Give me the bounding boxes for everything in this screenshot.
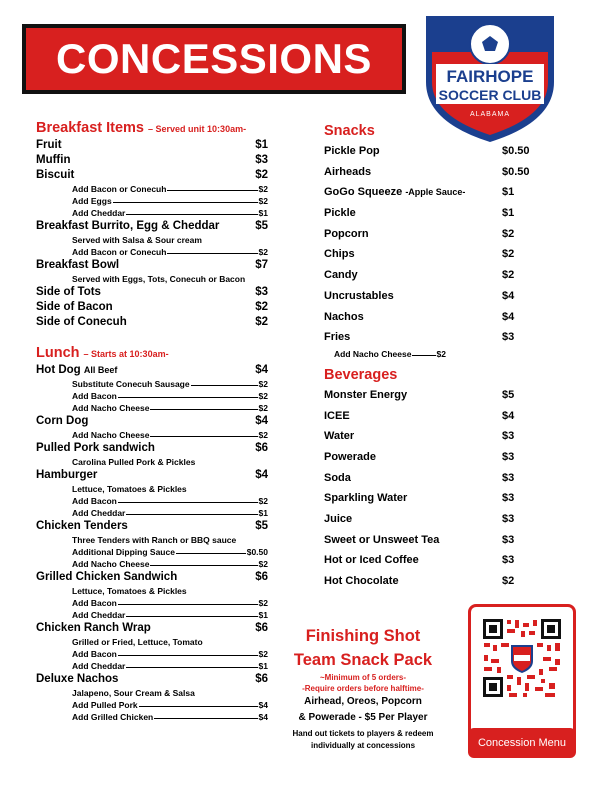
item-name: Pulled Pork sandwich xyxy=(36,442,155,454)
add-on-add-bacon xyxy=(72,390,268,402)
menu-item-corn-dog xyxy=(36,414,268,429)
item-price: $3 xyxy=(502,450,515,463)
item-name: Fries xyxy=(324,331,351,344)
add-on-add-nacho-cheese xyxy=(72,558,268,570)
item-price: $6 xyxy=(255,442,268,454)
add-on-add-pulled-pork xyxy=(72,699,268,711)
item-price: $2 xyxy=(255,316,268,328)
item-label xyxy=(36,219,219,234)
add-on-add-bacon xyxy=(72,648,268,660)
add-on-label: Add Eggs xyxy=(72,196,112,206)
item-price: $3 xyxy=(502,331,515,344)
add-on-add-cheddar xyxy=(72,609,268,621)
menu-item-monster-energy xyxy=(324,385,546,406)
menu-item-chips xyxy=(324,244,546,265)
add-on-price: $4 xyxy=(258,700,268,710)
item-name: Side of Bacon xyxy=(36,301,113,313)
item-name: Grilled Chicken Sandwich xyxy=(36,571,178,583)
add-on-substitute-conecuh-sausage xyxy=(72,378,268,390)
item-name: Sweet or Unsweet Tea xyxy=(324,533,440,546)
item-name: Side of Tots xyxy=(36,286,101,298)
item-name: Muffin xyxy=(36,154,71,166)
crest-state: ALABAMA xyxy=(469,111,511,118)
menu-item-gogo-squeeze xyxy=(324,182,546,203)
item-description: Carolina Pulled Pork & Pickles xyxy=(72,457,196,467)
crest-line1: FAIRHOPE xyxy=(446,67,534,86)
add-on-add-cheddar xyxy=(72,507,268,519)
menu-item-airheads xyxy=(324,162,546,183)
item-label xyxy=(36,414,88,429)
menu-item-side-of-bacon xyxy=(36,300,268,315)
item-name: Soda xyxy=(324,471,351,484)
menu-item-hamburger xyxy=(36,468,268,483)
item-name: Chicken Ranch Wrap xyxy=(36,622,151,634)
add-on-label: Add Cheddar xyxy=(72,508,126,518)
item-price: $3 xyxy=(255,154,268,166)
item-name: Pickle xyxy=(324,207,356,220)
add-on-add-bacon xyxy=(72,597,268,609)
add-on-price: $2 xyxy=(258,403,268,413)
item-price: $3 xyxy=(255,286,268,298)
item-name: Deluxe Nachos xyxy=(36,673,119,685)
qr-code-icon[interactable] xyxy=(481,617,563,699)
item-name: Uncrustables xyxy=(324,289,394,302)
item-suffix: -Apple Sauce- xyxy=(405,187,466,198)
item-name: Monster Energy xyxy=(324,388,408,401)
concession-menu-button[interactable]: Concession Menu xyxy=(468,728,576,758)
add-on-add-eggs xyxy=(72,195,268,207)
add-on-add-cheddar xyxy=(72,207,268,219)
item-label xyxy=(324,488,407,509)
menu-item-fries xyxy=(324,327,546,348)
item-name: Popcorn xyxy=(324,227,369,240)
lunch-list xyxy=(36,363,268,723)
item-description: Served with Salsa & Sour cream xyxy=(72,235,202,245)
beverages-heading: Beverages xyxy=(324,366,398,383)
item-name: Hamburger xyxy=(36,469,98,481)
breakfast-title: Breakfast Items xyxy=(36,120,144,136)
item-label xyxy=(36,441,155,456)
team-snack-pack-promo xyxy=(268,624,458,752)
add-on-label: Add Cheddar xyxy=(72,208,126,218)
menu-item-chicken-tenders xyxy=(36,519,268,534)
item-label xyxy=(36,468,97,483)
item-description: Served with Eggs, Tots, Conecuh or Bacon xyxy=(72,274,246,284)
promo-fine-1: Hand out tickets to players & redeem xyxy=(292,729,434,738)
menu-item-pickle xyxy=(324,203,546,224)
promo-requirement-1: ~Minimum of 5 orders- xyxy=(319,673,406,682)
menu-item-hot-or-iced-coffee xyxy=(324,550,546,571)
add-on-price: $2 xyxy=(258,379,268,389)
item-price: $1 xyxy=(502,207,515,220)
item-name: Nachos xyxy=(324,310,364,323)
item-name: Candy xyxy=(324,269,358,282)
menu-item-nachos xyxy=(324,307,546,328)
item-label xyxy=(36,153,70,168)
promo-line-2: & Powerade - $5 Per Player xyxy=(298,712,428,723)
add-on-price: $2 xyxy=(258,649,268,659)
item-price: $0.50 xyxy=(502,145,530,157)
item-price: $2 xyxy=(255,301,268,313)
leader-line xyxy=(176,546,246,554)
promo-title-1: Finishing Shot xyxy=(305,627,421,645)
add-on-price: $1 xyxy=(258,661,268,671)
item-label xyxy=(324,182,465,203)
leader-line xyxy=(118,495,258,503)
item-price: $3 xyxy=(502,430,515,443)
item-label xyxy=(324,224,369,245)
item-label xyxy=(324,286,394,307)
item-name: GoGo Squeeze xyxy=(324,186,403,199)
add-on-price: $2 xyxy=(258,559,268,569)
item-price: $2 xyxy=(255,169,268,181)
item-name: Corn Dog xyxy=(36,415,89,427)
item-label xyxy=(324,327,350,348)
menu-item-breakfast-burrito-egg-cheddar xyxy=(36,219,268,234)
item-label xyxy=(324,509,352,530)
item-label xyxy=(324,468,351,489)
add-on-add-nacho-cheese xyxy=(72,402,268,414)
item-price: $5 xyxy=(255,220,268,232)
item-price: $7 xyxy=(255,259,268,271)
qr-card[interactable] xyxy=(468,604,576,758)
promo-fine-2: individually at concessions xyxy=(310,741,416,750)
item-price: $6 xyxy=(255,673,268,685)
item-label xyxy=(36,258,119,273)
item-label xyxy=(324,406,350,427)
menu-item-grilled-chicken-sandwich xyxy=(36,570,268,585)
leader-line xyxy=(191,378,258,386)
menu-item-chicken-ranch-wrap xyxy=(36,621,268,636)
item-label xyxy=(324,550,419,571)
menu-item-powerade xyxy=(324,447,546,468)
menu-item-hot-dog xyxy=(36,363,268,378)
lunch-note: – Starts at 10:30am- xyxy=(83,349,169,359)
item-label xyxy=(324,530,439,551)
add-on-price: $1 xyxy=(258,610,268,620)
item-suffix: All Beef xyxy=(83,365,118,375)
right-column xyxy=(324,122,546,592)
item-label xyxy=(324,203,356,224)
item-name: Fruit xyxy=(36,139,62,151)
item-price: $2 xyxy=(502,248,515,261)
item-name: Water xyxy=(324,430,355,443)
add-on-price: $2 xyxy=(258,184,268,194)
item-price: $3 xyxy=(502,533,515,546)
item-label xyxy=(324,426,354,447)
item-label xyxy=(36,285,101,300)
add-on-price: $2 xyxy=(258,598,268,608)
menu-item-popcorn xyxy=(324,224,546,245)
leader-line xyxy=(167,246,257,254)
menu-item-sparkling-water xyxy=(324,488,546,509)
item-label xyxy=(36,519,128,534)
menu-item-uncrustables xyxy=(324,286,546,307)
item-label xyxy=(36,621,151,636)
add-on-price: $2 xyxy=(258,196,268,206)
lunch-heading xyxy=(36,344,268,363)
item-label xyxy=(324,265,358,286)
menu-item-breakfast-bowl xyxy=(36,258,268,273)
add-on-label: Add Cheddar xyxy=(72,610,126,620)
add-on-price: $2 xyxy=(258,247,268,257)
menu-item-icee xyxy=(324,406,546,427)
add-on-label: Add Nacho Cheese xyxy=(72,430,150,440)
item-price: $2 xyxy=(502,575,515,588)
leader-line xyxy=(412,348,435,356)
add-on-label: Add Bacon xyxy=(72,496,117,506)
add-on-label: Add Grilled Chicken xyxy=(72,712,154,722)
item-label xyxy=(36,315,127,330)
leader-line xyxy=(126,207,257,215)
leader-line xyxy=(126,609,257,617)
leader-line xyxy=(118,597,258,605)
item-name: Biscuit xyxy=(36,169,75,181)
breakfast-list xyxy=(36,138,268,330)
add-on-label: Add Bacon xyxy=(72,649,117,659)
item-name: Side of Conecuh xyxy=(36,316,127,328)
lunch-title: Lunch xyxy=(36,345,80,361)
add-on-label: Add Cheddar xyxy=(72,661,126,671)
add-on-additional-dipping-sauce xyxy=(72,546,268,558)
item-label xyxy=(36,363,117,378)
leader-line xyxy=(150,558,257,566)
menu-item-side-of-conecuh xyxy=(36,315,268,330)
menu-item-muffin xyxy=(36,153,268,168)
promo-requirement-2: -Require orders before halftime- xyxy=(302,684,424,693)
item-label xyxy=(36,300,113,315)
menu-item-pulled-pork-sandwich xyxy=(36,441,268,456)
item-price: $5 xyxy=(502,388,515,401)
item-label xyxy=(36,168,74,183)
item-label xyxy=(324,307,364,328)
leader-line xyxy=(126,507,257,515)
item-name: Juice xyxy=(324,513,353,525)
item-label xyxy=(324,447,376,468)
add-on-label: Additional Dipping Sauce xyxy=(72,547,175,557)
add-on-label: Add Pulled Pork xyxy=(72,700,138,710)
item-name: Breakfast Bowl xyxy=(36,259,120,271)
item-price: $3 xyxy=(502,471,515,484)
add-on-price: $4 xyxy=(258,712,268,722)
add-on-label: Add Nacho Cheese xyxy=(72,403,150,413)
leader-line xyxy=(118,390,258,398)
item-label xyxy=(36,138,62,153)
add-on-add-nacho-cheese xyxy=(72,429,268,441)
item-name: Chicken Tenders xyxy=(36,520,128,532)
item-price: $3 xyxy=(502,513,515,525)
item-description: Jalapeno, Sour Cream & Salsa xyxy=(72,688,195,698)
add-on-add-bacon xyxy=(72,495,268,507)
add-on-price: $2 xyxy=(258,430,268,440)
item-name: Powerade xyxy=(324,450,376,463)
item-name: Chips xyxy=(324,248,355,261)
beverages-list xyxy=(324,385,546,592)
item-description: Grilled or Fried, Lettuce, Tomato xyxy=(72,637,203,647)
add-on-add-bacon-or-conecuh xyxy=(72,246,268,258)
breakfast-note: – Served unit 10:30am- xyxy=(148,124,247,134)
item-description: Three Tenders with Ranch or BBQ sauce xyxy=(72,535,237,545)
breakfast-heading xyxy=(36,119,268,138)
promo-title-2: Team Snack Pack xyxy=(293,651,433,669)
item-label xyxy=(324,571,399,592)
item-price: $3 xyxy=(502,554,515,567)
add-on-label: Add Bacon or Conecuh xyxy=(72,184,167,194)
add-on-price: $1 xyxy=(258,208,268,218)
item-price: $1 xyxy=(255,139,268,151)
page-title: CONCESSIONS xyxy=(56,35,372,82)
item-price: $3 xyxy=(502,492,515,505)
add-on-label: Add Bacon xyxy=(72,598,117,608)
leader-line xyxy=(150,402,257,410)
concessions-banner xyxy=(22,24,406,94)
add-on-label: Substitute Conecuh Sausage xyxy=(72,379,190,389)
item-price: $2 xyxy=(502,227,515,240)
add-on-add-grilled-chicken xyxy=(72,711,268,723)
add-on-label: Add Nacho Cheese xyxy=(72,559,150,569)
add-on-add-cheddar xyxy=(72,660,268,672)
item-price: $4 xyxy=(255,415,268,427)
item-price: $0.50 xyxy=(502,165,530,178)
item-name: Hot or Iced Coffee xyxy=(324,554,419,567)
crest-line2: SOCCER CLUB xyxy=(438,87,542,103)
add-on-add-bacon-or-conecuh xyxy=(72,183,268,195)
item-name: Pickle Pop xyxy=(324,145,380,157)
item-name: Hot Chocolate xyxy=(324,575,399,588)
menu-item-fruit xyxy=(36,138,268,153)
item-name: Hot Dog xyxy=(36,364,81,376)
item-price: $4 xyxy=(502,409,515,422)
leader-line xyxy=(126,660,257,668)
item-price: $1 xyxy=(502,186,515,199)
promo-line-1: Airhead, Oreos, Popcorn xyxy=(304,696,422,707)
add-on-price: $0.50 xyxy=(246,547,268,557)
add-on-label: Add Nacho Cheese xyxy=(334,348,412,359)
snacks-list xyxy=(324,141,546,360)
add-on-price: $2 xyxy=(258,496,268,506)
menu-item-hot-chocolate xyxy=(324,571,546,592)
menu-item-juice xyxy=(324,509,546,530)
item-price: $4 xyxy=(502,289,515,302)
item-description: Lettuce, Tomatoes & Pickles xyxy=(72,484,187,494)
leader-line xyxy=(154,711,257,719)
add-on-label: Add Bacon xyxy=(72,391,117,401)
add-on-label: Add Bacon or Conecuh xyxy=(72,247,167,257)
menu-item-water xyxy=(324,426,546,447)
menu-item-biscuit xyxy=(36,168,268,183)
leader-line xyxy=(139,699,258,707)
left-column xyxy=(36,119,268,723)
item-label xyxy=(324,162,371,183)
item-label xyxy=(324,385,407,406)
snacks-heading: Snacks xyxy=(324,123,375,139)
menu-item-soda xyxy=(324,468,546,489)
item-name: Sparkling Water xyxy=(324,492,408,505)
item-price: $6 xyxy=(255,622,268,634)
menu-item-sweet-or-unsweet-tea xyxy=(324,530,546,551)
menu-item-pickle-pop xyxy=(324,141,546,162)
menu-item-deluxe-nachos xyxy=(36,672,268,687)
item-name: ICEE xyxy=(324,409,350,422)
add-on-price: $2 xyxy=(436,348,446,359)
leader-line xyxy=(150,429,257,437)
item-price: $2 xyxy=(502,269,515,282)
item-label xyxy=(36,570,177,585)
item-price: $4 xyxy=(255,364,268,376)
add-on-price: $2 xyxy=(258,391,268,401)
leader-line xyxy=(113,195,258,203)
add-on-add-nacho-cheese xyxy=(334,348,446,360)
item-price: $4 xyxy=(255,469,268,481)
item-name: Airheads xyxy=(324,165,372,178)
item-label xyxy=(36,672,118,687)
add-on-price: $1 xyxy=(258,508,268,518)
item-price: $4 xyxy=(502,310,515,323)
menu-item-side-of-tots xyxy=(36,285,268,300)
item-label xyxy=(324,244,355,265)
item-description: Lettuce, Tomatoes & Pickles xyxy=(72,586,187,596)
item-label xyxy=(324,141,380,162)
item-price: $6 xyxy=(255,571,268,583)
item-name: Breakfast Burrito, Egg & Cheddar xyxy=(36,220,220,232)
item-price: $5 xyxy=(255,520,268,532)
menu-item-candy xyxy=(324,265,546,286)
leader-line xyxy=(167,183,257,191)
leader-line xyxy=(118,648,258,656)
